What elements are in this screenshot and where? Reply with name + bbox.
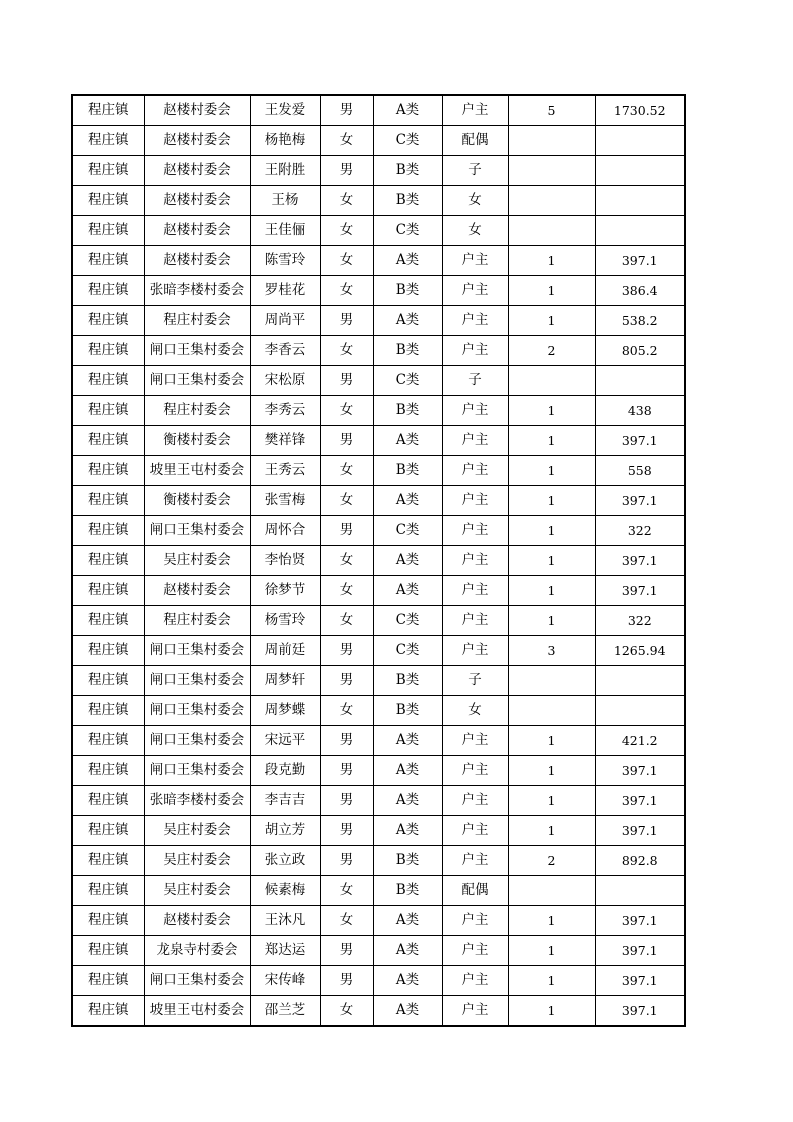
table-row xyxy=(72,816,685,846)
name-cell: 胡立芳 xyxy=(250,816,320,846)
category-cell: B类 xyxy=(373,876,442,906)
gender-cell: 男 xyxy=(320,786,373,816)
count-cell: 2 xyxy=(508,846,595,876)
gender-cell: 女 xyxy=(320,276,373,306)
relation-cell: 户主 xyxy=(442,516,508,546)
count-cell: 1 xyxy=(508,786,595,816)
table-row xyxy=(72,306,685,336)
amount-cell: 386.4 xyxy=(595,276,685,306)
amount-cell xyxy=(595,366,685,396)
relation-cell: 户主 xyxy=(442,606,508,636)
village-cell: 赵楼村委会 xyxy=(144,576,250,606)
town-cell: 程庄镇 xyxy=(72,846,144,876)
table-row xyxy=(72,216,685,246)
count-cell: 1 xyxy=(508,486,595,516)
table-row xyxy=(72,936,685,966)
relation-cell: 户主 xyxy=(442,966,508,996)
village-cell: 程庄村委会 xyxy=(144,396,250,426)
gender-cell: 男 xyxy=(320,966,373,996)
count-cell: 1 xyxy=(508,936,595,966)
gender-cell: 男 xyxy=(320,306,373,336)
village-cell: 张暗李楼村委会 xyxy=(144,786,250,816)
village-cell: 闸口王集村委会 xyxy=(144,666,250,696)
gender-cell: 男 xyxy=(320,726,373,756)
relation-cell: 女 xyxy=(442,216,508,246)
category-cell: B类 xyxy=(373,666,442,696)
amount-cell: 1265.94 xyxy=(595,636,685,666)
village-cell: 衡楼村委会 xyxy=(144,426,250,456)
table-row xyxy=(72,366,685,396)
relation-cell: 配偶 xyxy=(442,876,508,906)
count-cell: 2 xyxy=(508,336,595,366)
category-cell: A类 xyxy=(373,936,442,966)
table-row xyxy=(72,186,685,216)
count-cell: 1 xyxy=(508,966,595,996)
town-cell: 程庄镇 xyxy=(72,546,144,576)
village-cell: 闸口王集村委会 xyxy=(144,336,250,366)
category-cell: C类 xyxy=(373,516,442,546)
category-cell: C类 xyxy=(373,126,442,156)
count-cell xyxy=(508,216,595,246)
gender-cell: 女 xyxy=(320,606,373,636)
relation-cell: 户主 xyxy=(442,546,508,576)
amount-cell: 558 xyxy=(595,456,685,486)
relation-cell: 户主 xyxy=(442,486,508,516)
gender-cell: 男 xyxy=(320,756,373,786)
town-cell: 程庄镇 xyxy=(72,126,144,156)
gender-cell: 男 xyxy=(320,366,373,396)
gender-cell: 男 xyxy=(320,426,373,456)
category-cell: A类 xyxy=(373,486,442,516)
gender-cell: 男 xyxy=(320,816,373,846)
count-cell: 1 xyxy=(508,756,595,786)
table-row xyxy=(72,846,685,876)
amount-cell: 397.1 xyxy=(595,906,685,936)
amount-cell: 397.1 xyxy=(595,966,685,996)
relation-cell: 女 xyxy=(442,696,508,726)
category-cell: A类 xyxy=(373,726,442,756)
count-cell: 1 xyxy=(508,576,595,606)
amount-cell: 397.1 xyxy=(595,546,685,576)
count-cell: 1 xyxy=(508,276,595,306)
category-cell: B类 xyxy=(373,396,442,426)
relation-cell: 户主 xyxy=(442,276,508,306)
amount-cell: 397.1 xyxy=(595,756,685,786)
relation-cell: 户主 xyxy=(442,936,508,966)
table-row xyxy=(72,636,685,666)
village-cell: 赵楼村委会 xyxy=(144,216,250,246)
name-cell: 邵兰芝 xyxy=(250,996,320,1027)
table-row xyxy=(72,396,685,426)
count-cell xyxy=(508,366,595,396)
count-cell: 1 xyxy=(508,246,595,276)
town-cell: 程庄镇 xyxy=(72,636,144,666)
relation-cell: 户主 xyxy=(442,726,508,756)
village-cell: 闸口王集村委会 xyxy=(144,636,250,666)
category-cell: A类 xyxy=(373,546,442,576)
name-cell: 宋松原 xyxy=(250,366,320,396)
count-cell xyxy=(508,876,595,906)
name-cell: 周前廷 xyxy=(250,636,320,666)
name-cell: 王沐凡 xyxy=(250,906,320,936)
table-row xyxy=(72,276,685,306)
gender-cell: 女 xyxy=(320,996,373,1027)
name-cell: 张立政 xyxy=(250,846,320,876)
name-cell: 周尚平 xyxy=(250,306,320,336)
relation-cell: 户主 xyxy=(442,306,508,336)
town-cell: 程庄镇 xyxy=(72,276,144,306)
name-cell: 李秀云 xyxy=(250,396,320,426)
category-cell: B类 xyxy=(373,156,442,186)
category-cell: C类 xyxy=(373,606,442,636)
town-cell: 程庄镇 xyxy=(72,576,144,606)
category-cell: A类 xyxy=(373,996,442,1027)
town-cell: 程庄镇 xyxy=(72,456,144,486)
town-cell: 程庄镇 xyxy=(72,366,144,396)
name-cell: 王佳俪 xyxy=(250,216,320,246)
category-cell: B类 xyxy=(373,276,442,306)
table-row xyxy=(72,336,685,366)
relation-cell: 户主 xyxy=(442,996,508,1027)
amount-cell: 397.1 xyxy=(595,486,685,516)
amount-cell xyxy=(595,876,685,906)
name-cell: 李怡贤 xyxy=(250,546,320,576)
table-row xyxy=(72,996,685,1027)
amount-cell: 397.1 xyxy=(595,936,685,966)
amount-cell: 892.8 xyxy=(595,846,685,876)
count-cell: 1 xyxy=(508,516,595,546)
name-cell: 王发爱 xyxy=(250,95,320,126)
relation-cell: 户主 xyxy=(442,756,508,786)
relation-cell: 户主 xyxy=(442,95,508,126)
amount-cell: 421.2 xyxy=(595,726,685,756)
table-row xyxy=(72,606,685,636)
table-row xyxy=(72,756,685,786)
count-cell xyxy=(508,696,595,726)
town-cell: 程庄镇 xyxy=(72,426,144,456)
town-cell: 程庄镇 xyxy=(72,996,144,1027)
relation-cell: 户主 xyxy=(442,426,508,456)
table-row xyxy=(72,156,685,186)
name-cell: 张雪梅 xyxy=(250,486,320,516)
count-cell: 1 xyxy=(508,726,595,756)
gender-cell: 男 xyxy=(320,936,373,966)
count-cell: 1 xyxy=(508,396,595,426)
relation-cell: 户主 xyxy=(442,786,508,816)
table-row xyxy=(72,576,685,606)
town-cell: 程庄镇 xyxy=(72,816,144,846)
count-cell xyxy=(508,126,595,156)
village-cell: 坡里王屯村委会 xyxy=(144,996,250,1027)
table-row xyxy=(72,95,685,126)
town-cell: 程庄镇 xyxy=(72,756,144,786)
village-cell: 赵楼村委会 xyxy=(144,906,250,936)
village-cell: 张暗李楼村委会 xyxy=(144,276,250,306)
gender-cell: 男 xyxy=(320,846,373,876)
category-cell: C类 xyxy=(373,636,442,666)
village-cell: 闸口王集村委会 xyxy=(144,756,250,786)
gender-cell: 女 xyxy=(320,126,373,156)
category-cell: A类 xyxy=(373,756,442,786)
table-row xyxy=(72,726,685,756)
count-cell: 3 xyxy=(508,636,595,666)
amount-cell xyxy=(595,216,685,246)
relation-cell: 子 xyxy=(442,666,508,696)
town-cell: 程庄镇 xyxy=(72,606,144,636)
town-cell: 程庄镇 xyxy=(72,516,144,546)
category-cell: B类 xyxy=(373,456,442,486)
amount-cell: 322 xyxy=(595,606,685,636)
village-cell: 衡楼村委会 xyxy=(144,486,250,516)
village-cell: 闸口王集村委会 xyxy=(144,726,250,756)
amount-cell: 805.2 xyxy=(595,336,685,366)
amount-cell: 1730.52 xyxy=(595,95,685,126)
town-cell: 程庄镇 xyxy=(72,876,144,906)
name-cell: 李香云 xyxy=(250,336,320,366)
amount-cell: 438 xyxy=(595,396,685,426)
gender-cell: 女 xyxy=(320,186,373,216)
count-cell: 1 xyxy=(508,606,595,636)
count-cell: 1 xyxy=(508,996,595,1027)
amount-cell: 397.1 xyxy=(595,816,685,846)
gender-cell: 女 xyxy=(320,336,373,366)
name-cell: 杨艳梅 xyxy=(250,126,320,156)
category-cell: A类 xyxy=(373,786,442,816)
gender-cell: 男 xyxy=(320,516,373,546)
village-cell: 赵楼村委会 xyxy=(144,95,250,126)
gender-cell: 女 xyxy=(320,456,373,486)
category-cell: A类 xyxy=(373,816,442,846)
village-cell: 闸口王集村委会 xyxy=(144,696,250,726)
name-cell: 樊祥锋 xyxy=(250,426,320,456)
category-cell: A类 xyxy=(373,306,442,336)
amount-cell: 322 xyxy=(595,516,685,546)
relation-cell: 户主 xyxy=(442,846,508,876)
category-cell: C类 xyxy=(373,366,442,396)
category-cell: C类 xyxy=(373,216,442,246)
relation-cell: 女 xyxy=(442,186,508,216)
name-cell: 周怀合 xyxy=(250,516,320,546)
name-cell: 王杨 xyxy=(250,186,320,216)
relation-cell: 配偶 xyxy=(442,126,508,156)
table-row xyxy=(72,666,685,696)
name-cell: 候素梅 xyxy=(250,876,320,906)
name-cell: 李吉吉 xyxy=(250,786,320,816)
village-cell: 龙泉寺村委会 xyxy=(144,936,250,966)
village-cell: 赵楼村委会 xyxy=(144,246,250,276)
gender-cell: 女 xyxy=(320,696,373,726)
village-cell: 闸口王集村委会 xyxy=(144,366,250,396)
name-cell: 段克勤 xyxy=(250,756,320,786)
relation-cell: 子 xyxy=(442,366,508,396)
gender-cell: 女 xyxy=(320,246,373,276)
category-cell: A类 xyxy=(373,246,442,276)
relation-cell: 户主 xyxy=(442,336,508,366)
category-cell: A类 xyxy=(373,576,442,606)
name-cell: 王附胜 xyxy=(250,156,320,186)
name-cell: 徐梦节 xyxy=(250,576,320,606)
town-cell: 程庄镇 xyxy=(72,936,144,966)
count-cell: 1 xyxy=(508,546,595,576)
gender-cell: 女 xyxy=(320,216,373,246)
town-cell: 程庄镇 xyxy=(72,786,144,816)
town-cell: 程庄镇 xyxy=(72,156,144,186)
count-cell: 1 xyxy=(508,306,595,336)
name-cell: 宋传峰 xyxy=(250,966,320,996)
relation-cell: 户主 xyxy=(442,816,508,846)
town-cell: 程庄镇 xyxy=(72,306,144,336)
town-cell: 程庄镇 xyxy=(72,906,144,936)
amount-cell: 397.1 xyxy=(595,576,685,606)
category-cell: B类 xyxy=(373,846,442,876)
town-cell: 程庄镇 xyxy=(72,216,144,246)
village-cell: 程庄村委会 xyxy=(144,606,250,636)
table-row xyxy=(72,486,685,516)
count-cell xyxy=(508,156,595,186)
table-row xyxy=(72,906,685,936)
gender-cell: 女 xyxy=(320,486,373,516)
gender-cell: 男 xyxy=(320,666,373,696)
gender-cell: 女 xyxy=(320,396,373,426)
village-cell: 吴庄村委会 xyxy=(144,846,250,876)
count-cell: 5 xyxy=(508,95,595,126)
gender-cell: 女 xyxy=(320,576,373,606)
amount-cell xyxy=(595,666,685,696)
village-cell: 坡里王屯村委会 xyxy=(144,456,250,486)
category-cell: A类 xyxy=(373,966,442,996)
count-cell: 1 xyxy=(508,906,595,936)
town-cell: 程庄镇 xyxy=(72,336,144,366)
village-cell: 闸口王集村委会 xyxy=(144,516,250,546)
category-cell: B类 xyxy=(373,696,442,726)
data-table xyxy=(71,94,686,1027)
table-row xyxy=(72,456,685,486)
name-cell: 杨雪玲 xyxy=(250,606,320,636)
village-cell: 吴庄村委会 xyxy=(144,816,250,846)
gender-cell: 女 xyxy=(320,906,373,936)
village-cell: 赵楼村委会 xyxy=(144,156,250,186)
category-cell: B类 xyxy=(373,186,442,216)
gender-cell: 女 xyxy=(320,876,373,906)
amount-cell xyxy=(595,126,685,156)
village-cell: 闸口王集村委会 xyxy=(144,966,250,996)
category-cell: A类 xyxy=(373,426,442,456)
count-cell: 1 xyxy=(508,456,595,486)
town-cell: 程庄镇 xyxy=(72,666,144,696)
town-cell: 程庄镇 xyxy=(72,95,144,126)
amount-cell xyxy=(595,186,685,216)
town-cell: 程庄镇 xyxy=(72,186,144,216)
category-cell: B类 xyxy=(373,336,442,366)
village-cell: 吴庄村委会 xyxy=(144,546,250,576)
gender-cell: 男 xyxy=(320,156,373,186)
village-cell: 吴庄村委会 xyxy=(144,876,250,906)
category-cell: A类 xyxy=(373,906,442,936)
village-cell: 赵楼村委会 xyxy=(144,186,250,216)
table-row xyxy=(72,546,685,576)
count-cell: 1 xyxy=(508,426,595,456)
table-row xyxy=(72,876,685,906)
table-row xyxy=(72,426,685,456)
count-cell xyxy=(508,666,595,696)
town-cell: 程庄镇 xyxy=(72,726,144,756)
name-cell: 宋远平 xyxy=(250,726,320,756)
gender-cell: 男 xyxy=(320,95,373,126)
table-row xyxy=(72,966,685,996)
amount-cell: 397.1 xyxy=(595,786,685,816)
village-cell: 程庄村委会 xyxy=(144,306,250,336)
town-cell: 程庄镇 xyxy=(72,396,144,426)
amount-cell: 538.2 xyxy=(595,306,685,336)
name-cell: 郑达运 xyxy=(250,936,320,966)
name-cell: 陈雪玲 xyxy=(250,246,320,276)
table-row xyxy=(72,126,685,156)
table-row xyxy=(72,696,685,726)
name-cell: 罗桂花 xyxy=(250,276,320,306)
amount-cell: 397.1 xyxy=(595,246,685,276)
gender-cell: 女 xyxy=(320,546,373,576)
relation-cell: 户主 xyxy=(442,246,508,276)
category-cell: A类 xyxy=(373,95,442,126)
relation-cell: 子 xyxy=(442,156,508,186)
amount-cell: 397.1 xyxy=(595,426,685,456)
relation-cell: 户主 xyxy=(442,456,508,486)
amount-cell: 397.1 xyxy=(595,996,685,1027)
table-body xyxy=(72,95,685,1026)
amount-cell xyxy=(595,696,685,726)
relation-cell: 户主 xyxy=(442,396,508,426)
town-cell: 程庄镇 xyxy=(72,696,144,726)
table-row xyxy=(72,516,685,546)
village-cell: 赵楼村委会 xyxy=(144,126,250,156)
count-cell: 1 xyxy=(508,816,595,846)
town-cell: 程庄镇 xyxy=(72,246,144,276)
name-cell: 王秀云 xyxy=(250,456,320,486)
name-cell: 周梦轩 xyxy=(250,666,320,696)
name-cell: 周梦蝶 xyxy=(250,696,320,726)
table-row xyxy=(72,786,685,816)
relation-cell: 户主 xyxy=(442,906,508,936)
town-cell: 程庄镇 xyxy=(72,486,144,516)
relation-cell: 户主 xyxy=(442,636,508,666)
amount-cell xyxy=(595,156,685,186)
town-cell: 程庄镇 xyxy=(72,966,144,996)
table-row xyxy=(72,246,685,276)
gender-cell: 男 xyxy=(320,636,373,666)
count-cell xyxy=(508,186,595,216)
relation-cell: 户主 xyxy=(442,576,508,606)
